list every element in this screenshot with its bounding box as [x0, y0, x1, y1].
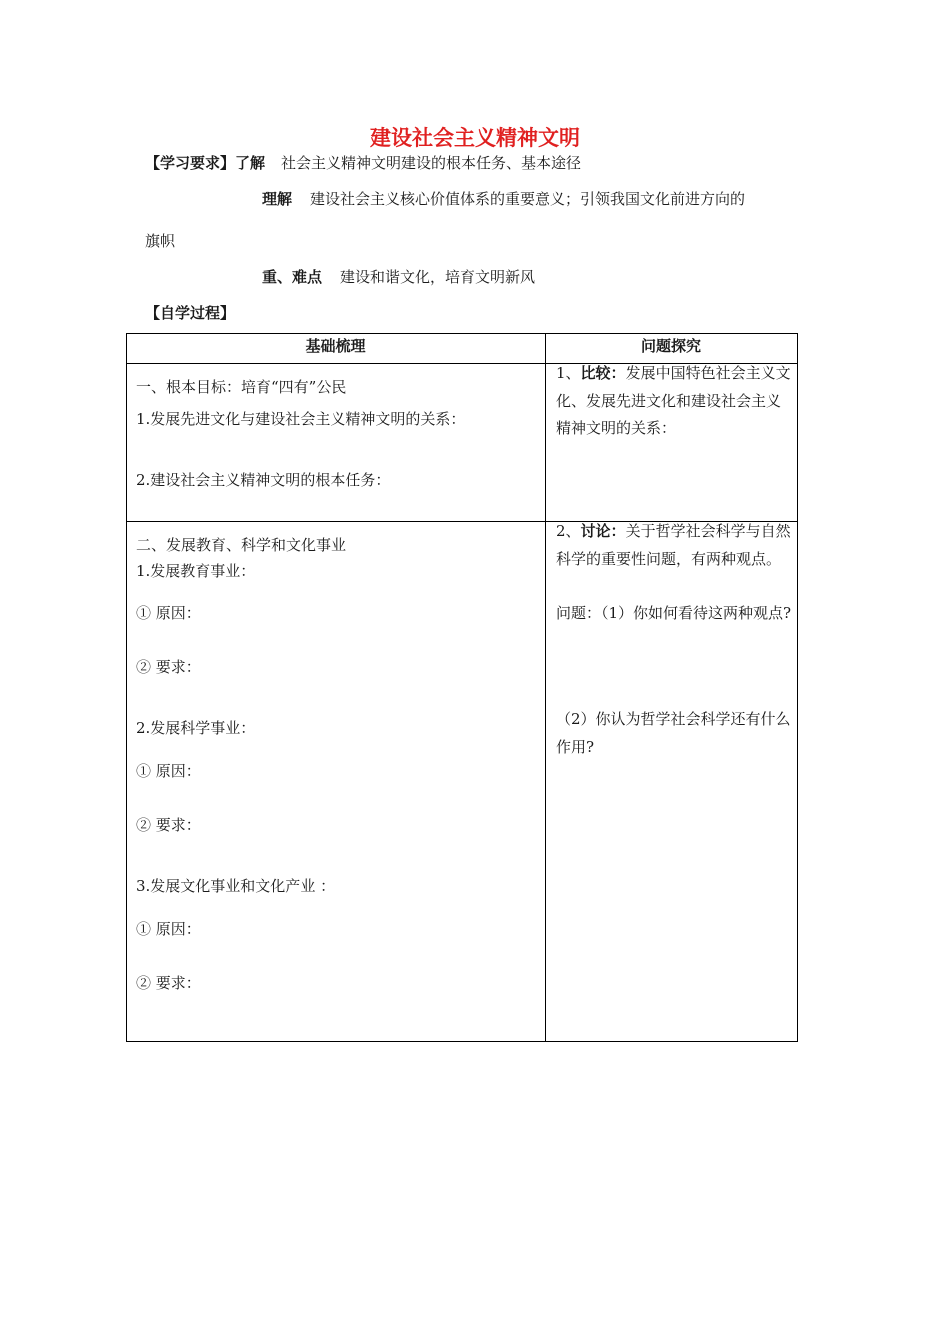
compare-num: 1、 — [556, 364, 581, 382]
requirement-comprehend — [262, 188, 745, 209]
requirement-key — [262, 266, 535, 287]
header-basic: 基础梳理 — [305, 337, 366, 355]
table-border-right — [797, 333, 798, 1042]
comprehend-label: 理解 — [262, 190, 293, 208]
row2-left-line: 1.发展教育事业： — [136, 562, 256, 580]
discuss-label: 讨论： — [580, 522, 626, 540]
row1-left-line: 1.发展先进文化与建设社会主义精神文明的关系： — [136, 410, 466, 428]
discuss-num: 2、 — [556, 522, 581, 540]
page-title: 建设社会主义精神文明 — [370, 126, 580, 150]
understand-text: 社会主义精神文明建设的根本任务、基本途径 — [281, 154, 582, 172]
self-study-label: 【自学过程】 — [145, 304, 236, 322]
row2-left-line: ① 原因： — [136, 762, 201, 780]
compare-label: 比较： — [580, 364, 626, 382]
key-text: 建设和谐文化，培育文明新风 — [340, 268, 536, 286]
row2-left-line: ② 要求： — [136, 816, 201, 834]
row2-left-line: 2.发展科学事业： — [136, 719, 256, 737]
row2-left-line: ② 要求： — [136, 658, 201, 676]
table-border-left — [126, 333, 127, 1042]
requirement-tag: 【学习要求】 — [145, 154, 236, 172]
row2-right-discuss — [556, 518, 792, 573]
understand-label: 了解 — [235, 154, 266, 172]
discuss-text: 关于哲学社会科学与自然科学的重要性问题，有两种观点。 — [556, 522, 791, 568]
row2-left-line: 二、发展教育、科学和文化事业 — [136, 536, 347, 554]
comprehend-text: 建设社会主义核心价值体系的重要意义；引领我国文化前进方向的 — [310, 190, 746, 208]
key-label: 重、难点 — [262, 268, 323, 286]
question-2: （2）你认为哲学社会科学还有什么作用? — [556, 710, 791, 756]
question-1: 问题：（1）你如何看待这两种观点? — [556, 604, 792, 622]
row1-left-line: 一、根本目标：培育“四有”公民 — [136, 378, 347, 396]
row2-left-line: ② 要求： — [136, 974, 201, 992]
comprehend-text-cont: 旗帜 — [145, 232, 176, 250]
table-border-bottom — [126, 1041, 798, 1042]
row1-left-line: 2.建设社会主义精神文明的根本任务： — [136, 471, 391, 489]
requirement-understand — [145, 152, 581, 173]
row2-left-line: ① 原因： — [136, 920, 201, 938]
table-border-top — [126, 333, 798, 334]
header-explore: 问题探究 — [640, 337, 701, 355]
compare-text: 发展中国特色社会主义文化、发展先进文化和建设社会主义精神文明的关系： — [556, 364, 791, 437]
row2-left-line: ① 原因： — [136, 604, 201, 622]
row1-right-compare — [556, 360, 792, 443]
row2-left-line: 3.发展文化事业和文化产业 ： — [136, 877, 336, 895]
table-column-divider — [545, 333, 546, 1042]
